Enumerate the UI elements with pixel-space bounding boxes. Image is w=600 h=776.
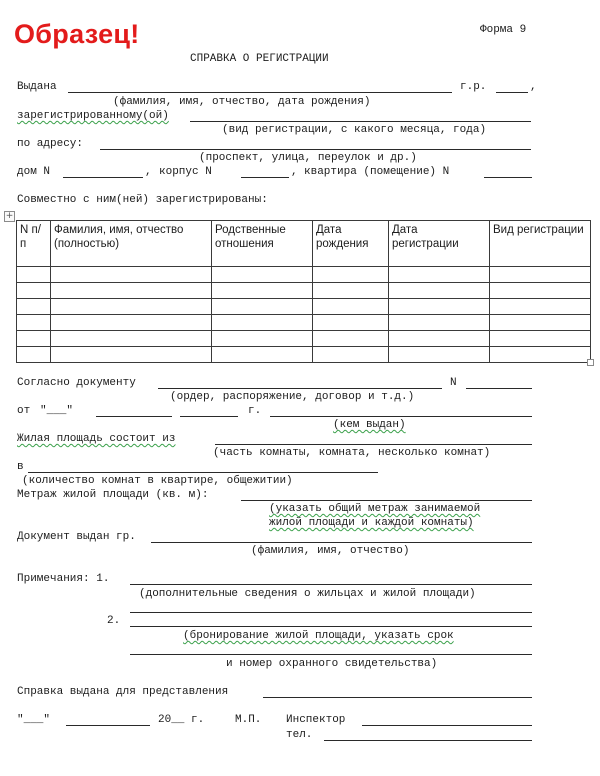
issuer-hint-text: (кем выдан) (333, 419, 406, 431)
table-cell[interactable] (51, 267, 212, 283)
notes-hint-2a-text: (бронирование жилой площади, указать срок (183, 630, 454, 642)
table-cell[interactable] (212, 315, 313, 331)
issued-to-line[interactable] (68, 92, 452, 93)
registered-label (17, 110, 169, 123)
mp-label: М.П. (235, 714, 262, 726)
rooms-hint: (количество комнат в квартире, общежитии) (22, 475, 293, 487)
apartment-label: квартира (помещение) N (304, 166, 450, 178)
document-line[interactable] (158, 388, 442, 389)
korpus-label: корпус N (159, 166, 212, 178)
table-cell[interactable] (389, 283, 490, 299)
from-label: от (17, 405, 31, 417)
table-cell[interactable] (490, 347, 591, 363)
form-number: Форма 9 (480, 24, 527, 36)
table-cell[interactable] (17, 283, 51, 299)
table-row (17, 283, 591, 299)
comma: , (145, 166, 152, 178)
house-line[interactable] (63, 177, 143, 178)
table-cell[interactable] (212, 267, 313, 283)
inspector-line[interactable] (362, 725, 532, 726)
according-label: Согласно документу (17, 377, 136, 389)
table-move-handle[interactable]: + (5, 211, 14, 221)
document-title: СПРАВКА О РЕГИСТРАЦИИ (190, 53, 329, 65)
issued-gr-line[interactable] (151, 542, 532, 543)
col-full-name: Фамилия, имя, отчество (полностью) (51, 221, 212, 267)
col-number: N п/п (17, 221, 51, 267)
fio-hint: (фамилия, имя, отчество) (251, 545, 410, 557)
date-day: "___" (40, 405, 74, 417)
metrage-hint-2 (269, 517, 474, 530)
table-cell[interactable] (490, 267, 591, 283)
table-cell[interactable] (17, 331, 51, 347)
area-hint: (часть комнаты, комната, несколько комнат) (213, 447, 491, 459)
korpus-line[interactable] (241, 177, 289, 178)
issued-to-label: Выдана (17, 81, 57, 93)
table-cell[interactable] (51, 331, 212, 347)
table-header-row (17, 221, 591, 267)
comma: , (530, 81, 537, 93)
metrage-hint-2-text: жилой площади и каждой комнаты) (269, 517, 474, 529)
notes-line-4[interactable] (130, 654, 532, 655)
address-label: по адресу: (17, 138, 84, 150)
table-row (17, 267, 591, 283)
sample-stamp: Образец! (14, 19, 140, 49)
date-day-open: "___" (17, 714, 51, 726)
address-hint: (проспект, улица, переулок и др.) (199, 152, 417, 164)
notes-line-1[interactable] (130, 584, 532, 585)
tel-line[interactable] (324, 740, 532, 741)
issuer-hint (333, 419, 406, 432)
address-line[interactable] (100, 149, 531, 150)
table-row (17, 299, 591, 315)
table-cell[interactable] (389, 331, 490, 347)
table-cell[interactable] (17, 315, 51, 331)
table-cell[interactable] (17, 267, 51, 283)
tel-label: тел. (286, 729, 313, 741)
notes-line-2[interactable] (130, 612, 532, 613)
table-cell[interactable] (51, 347, 212, 363)
table-cell[interactable] (490, 299, 591, 315)
notes-hint-2b: и номер охранного свидетельства) (226, 658, 438, 670)
table-row (17, 331, 591, 347)
together-label: Совместно с ним(ней) зарегистрированы: (17, 194, 268, 206)
year-20-label: 20__ г. (158, 714, 205, 726)
purpose-line[interactable] (263, 697, 532, 698)
birth-year-line[interactable] (496, 92, 528, 93)
note-2-label: 2. (107, 615, 121, 627)
living-area-line[interactable] (215, 444, 532, 445)
metrage-hint-1 (269, 503, 480, 516)
notes-label: Примечания: 1. (17, 573, 110, 585)
table-cell[interactable] (212, 299, 313, 315)
table-cell[interactable] (389, 347, 490, 363)
col-relation: Родственные отношения (212, 221, 313, 267)
comma: , (291, 166, 298, 178)
table-row (17, 347, 591, 363)
table-cell[interactable] (17, 299, 51, 315)
in-label: в (17, 461, 24, 473)
table-cell[interactable] (490, 331, 591, 347)
issued-gr-label: Документ выдан гр. (17, 531, 136, 543)
notes-hint-1: (дополнительные сведения о жильцах и жилой площади) (139, 588, 476, 600)
date-month-line-2[interactable] (66, 725, 150, 726)
apartment-line[interactable] (484, 177, 532, 178)
table-cell[interactable] (313, 283, 389, 299)
document-n-label: N (450, 377, 457, 389)
table-cell[interactable] (17, 347, 51, 363)
table-resize-handle[interactable] (587, 359, 594, 366)
house-label: дом N (17, 166, 51, 178)
registered-text: зарегистрированному(ой) (17, 110, 169, 122)
col-reg-date: Дата регистрации (389, 221, 490, 267)
purpose-label: Справка выдана для представления (17, 686, 229, 698)
year-suffix: г. (248, 405, 262, 417)
residents-table (16, 220, 591, 363)
document-hint: (ордер, распоряжение, договор и т.д.) (170, 391, 415, 403)
birth-year-label: г.р. (460, 81, 487, 93)
rooms-line[interactable] (28, 472, 378, 473)
table-cell[interactable] (313, 347, 389, 363)
table-cell[interactable] (212, 331, 313, 347)
table-cell[interactable] (389, 267, 490, 283)
metrage-label: Метраж жилой площади (кв. м): (17, 489, 209, 501)
date-month-line[interactable] (96, 416, 172, 417)
registration-line[interactable] (190, 121, 531, 122)
notes-hint-2a (183, 630, 454, 643)
notes-line-3[interactable] (130, 626, 532, 627)
table-cell[interactable] (313, 315, 389, 331)
table-cell[interactable] (490, 315, 591, 331)
table-cell[interactable] (313, 331, 389, 347)
name-hint: (фамилия, имя, отчество, дата рождения) (113, 96, 371, 108)
living-area-label (17, 433, 175, 446)
table-cell[interactable] (313, 299, 389, 315)
table-row (17, 315, 591, 331)
date-year-line[interactable] (180, 416, 238, 417)
table-cell[interactable] (490, 283, 591, 299)
living-area-text: Жилая площадь состоит из (17, 433, 176, 445)
table-cell[interactable] (313, 267, 389, 283)
table-cell[interactable] (51, 283, 212, 299)
table-cell[interactable] (212, 347, 313, 363)
document-number-line[interactable] (466, 388, 532, 389)
metrage-hint-1-text: (указать общий метраж занимаемой (269, 503, 481, 515)
table-cell[interactable] (389, 315, 490, 331)
issuer-line[interactable] (270, 416, 532, 417)
col-reg-type: Вид регистрации (490, 221, 591, 267)
metrage-line[interactable] (241, 500, 532, 501)
table-cell[interactable] (389, 299, 490, 315)
registration-hint: (вид регистрации, с какого месяца, года) (222, 124, 487, 136)
table-cell[interactable] (51, 315, 212, 331)
inspector-label: Инспектор (286, 714, 346, 726)
table-cell[interactable] (212, 283, 313, 299)
table-cell[interactable] (51, 299, 212, 315)
col-birth-date: Дата рождения (313, 221, 389, 267)
